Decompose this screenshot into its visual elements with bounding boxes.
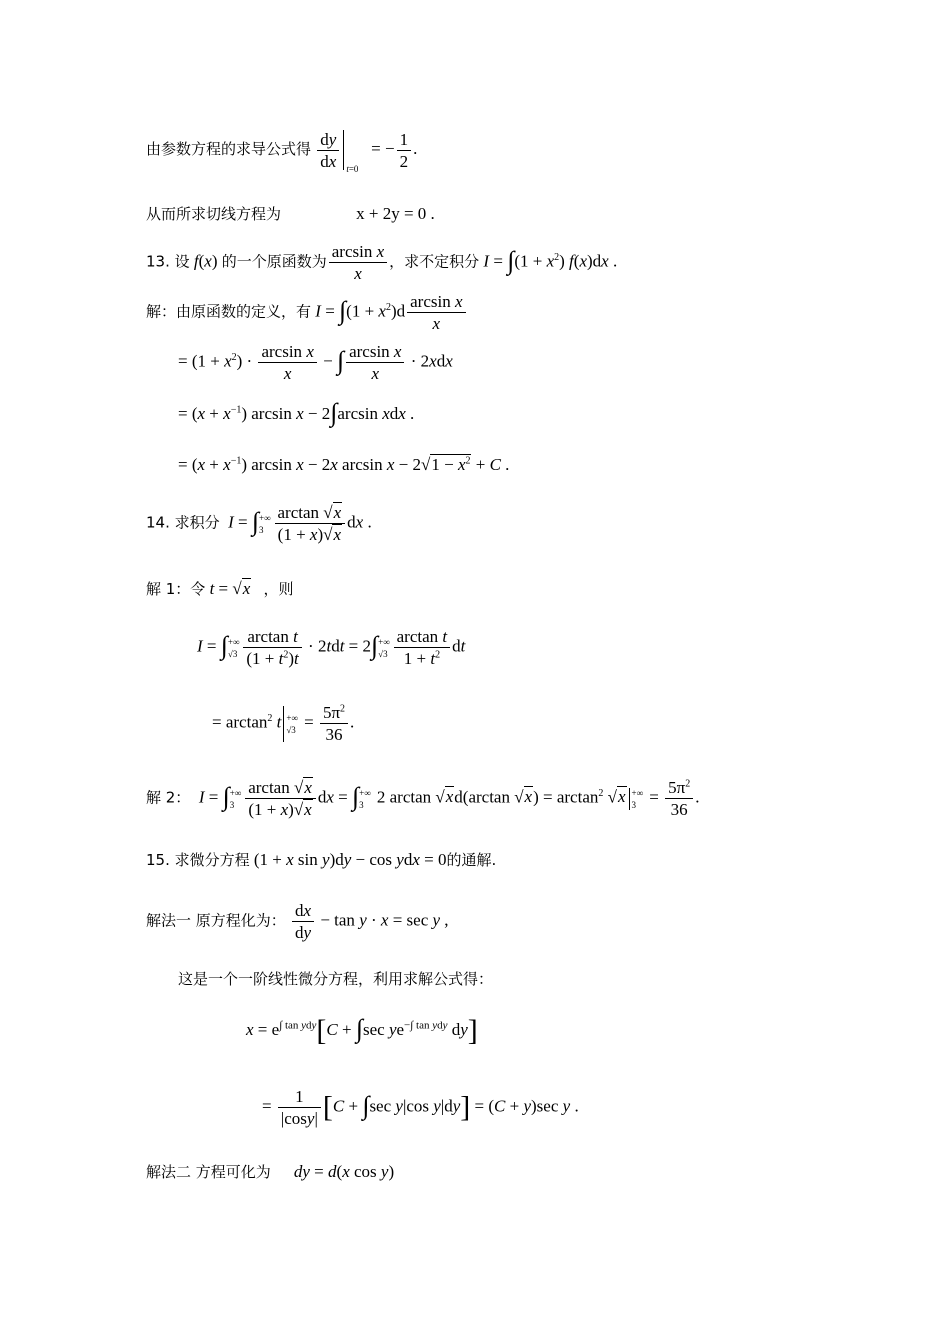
solution-14-1-then: ，则 — [263, 580, 294, 598]
problem-14-label: 14. 求积分 — [146, 513, 220, 532]
method-1-label: 解法一 原方程化为： — [146, 911, 286, 930]
method-1-step1: $x = e^{\int tan ydy}[C + \int\sec$ $ye^{-\int tan ydy}$ dy] — [246, 1014, 478, 1047]
solution-13-step3: = $(x + x^{-1})$ arcsin x − 2∫arcsin xdx . — [178, 398, 415, 427]
method-1-step2: = $\frac{1}{|\cos y|}$ [C + ∫sec y|cos y|dy] = (C + y)sec y . — [262, 1087, 579, 1128]
solution-13-step1: 解：由原函数的定义，有 $I = \int(1 + x^2)d$ $\frac{\text{arcsin x}}{x}$ — [146, 293, 468, 332]
tangent-equation: x + 2y = 0 . — [356, 204, 435, 223]
method-1-note: 这是一个一阶线性微分方程，利用求解公式得： — [178, 970, 494, 988]
derivative-intro: 由参数方程的求导公式得 — [146, 139, 312, 158]
solution-13-intro: 解：由原函数的定义，有 — [146, 302, 312, 321]
tangent-line — [146, 205, 435, 222]
method-1-equation: 解法一 原方程化为： $\frac{dx}{dy}$ − tan y · x = sec y , — [146, 901, 449, 942]
solution-13-step4: = $(x + x^{-1})$ arcsin x − 2x $\arcsin x - 2√1 - x^2 + C$ . — [178, 455, 510, 474]
solution-14-2-label: 解 2： — [146, 788, 191, 807]
tangent-intro: 从而所求切线方程为 — [146, 205, 282, 223]
problem-13-label: 13. 设 — [146, 252, 190, 271]
solution-14-2: 解 2： I = ∫ +∞ 3 $\frac{\arctan √x}{(1 + x)√x}$ dx = ∫ +∞ 3 2 arctan √xd(arctan $√x) = \arctan^2 √x$ +∞ 3 = $\frac{5\pi^2}{36}$ . — [146, 778, 700, 819]
method-2-label: 解法二 方程可化为 — [146, 1163, 271, 1181]
problem-15-end: 的通解. — [446, 851, 497, 869]
solution-14-1-step2: = $\arctan^2 t$ +∞ √3 = $\frac{5\pi^2}{36}$ . — [212, 703, 355, 744]
problem-13-text1: 的一个原函数为 — [221, 252, 327, 271]
problem-13: 13. 设 f(x) 的一个原函数为 $\frac{\text{arcsin x}}{x}$ ，求不定积分 $I = \int(1 + x^2)$ f(x)dx . — [146, 242, 618, 283]
problem-14: 14. 求积分 I = ∫ +∞ 3 $\frac{\arctan √x}{(1 + x)√x}$ dx . — [146, 503, 372, 544]
problem-15: 15. 求微分方程 (1 + x sin y)dy − cos ydx = 0的通解. — [146, 850, 497, 869]
solution-14-1-label: 解 1：令 — [146, 580, 206, 598]
solution-13-step2: = $(1 + x^2)$ · $\frac{\text{arcsin x}}{x}$ − ∫ $\frac{\text{arcsin x}}{x}$ · 2xdx — [178, 342, 453, 383]
problem-13-text2: ，求不定积分 — [389, 252, 480, 271]
problem-15-label: 15. 求微分方程 — [146, 851, 250, 869]
method-2: 解法二 方程可化为 dy = d(x cos y) — [146, 1162, 395, 1181]
solution-14-1-intro: 解 1：令 t = √x ，则 — [146, 579, 294, 598]
solution-14-1-step1: I = ∫ +∞ √3 $\frac{\text{arctan t}}{(1 + t^2)t}$ · 2tdt = 2∫ +∞ √3 $\frac{\text{arctan t}}{1 + t^2}$ dt — [197, 627, 466, 668]
derivative-line: 由参数方程的求导公式得 $\frac{dy}{dx}$ $_{t=0}$ = − $\frac{1}{2}$ . — [146, 129, 418, 174]
